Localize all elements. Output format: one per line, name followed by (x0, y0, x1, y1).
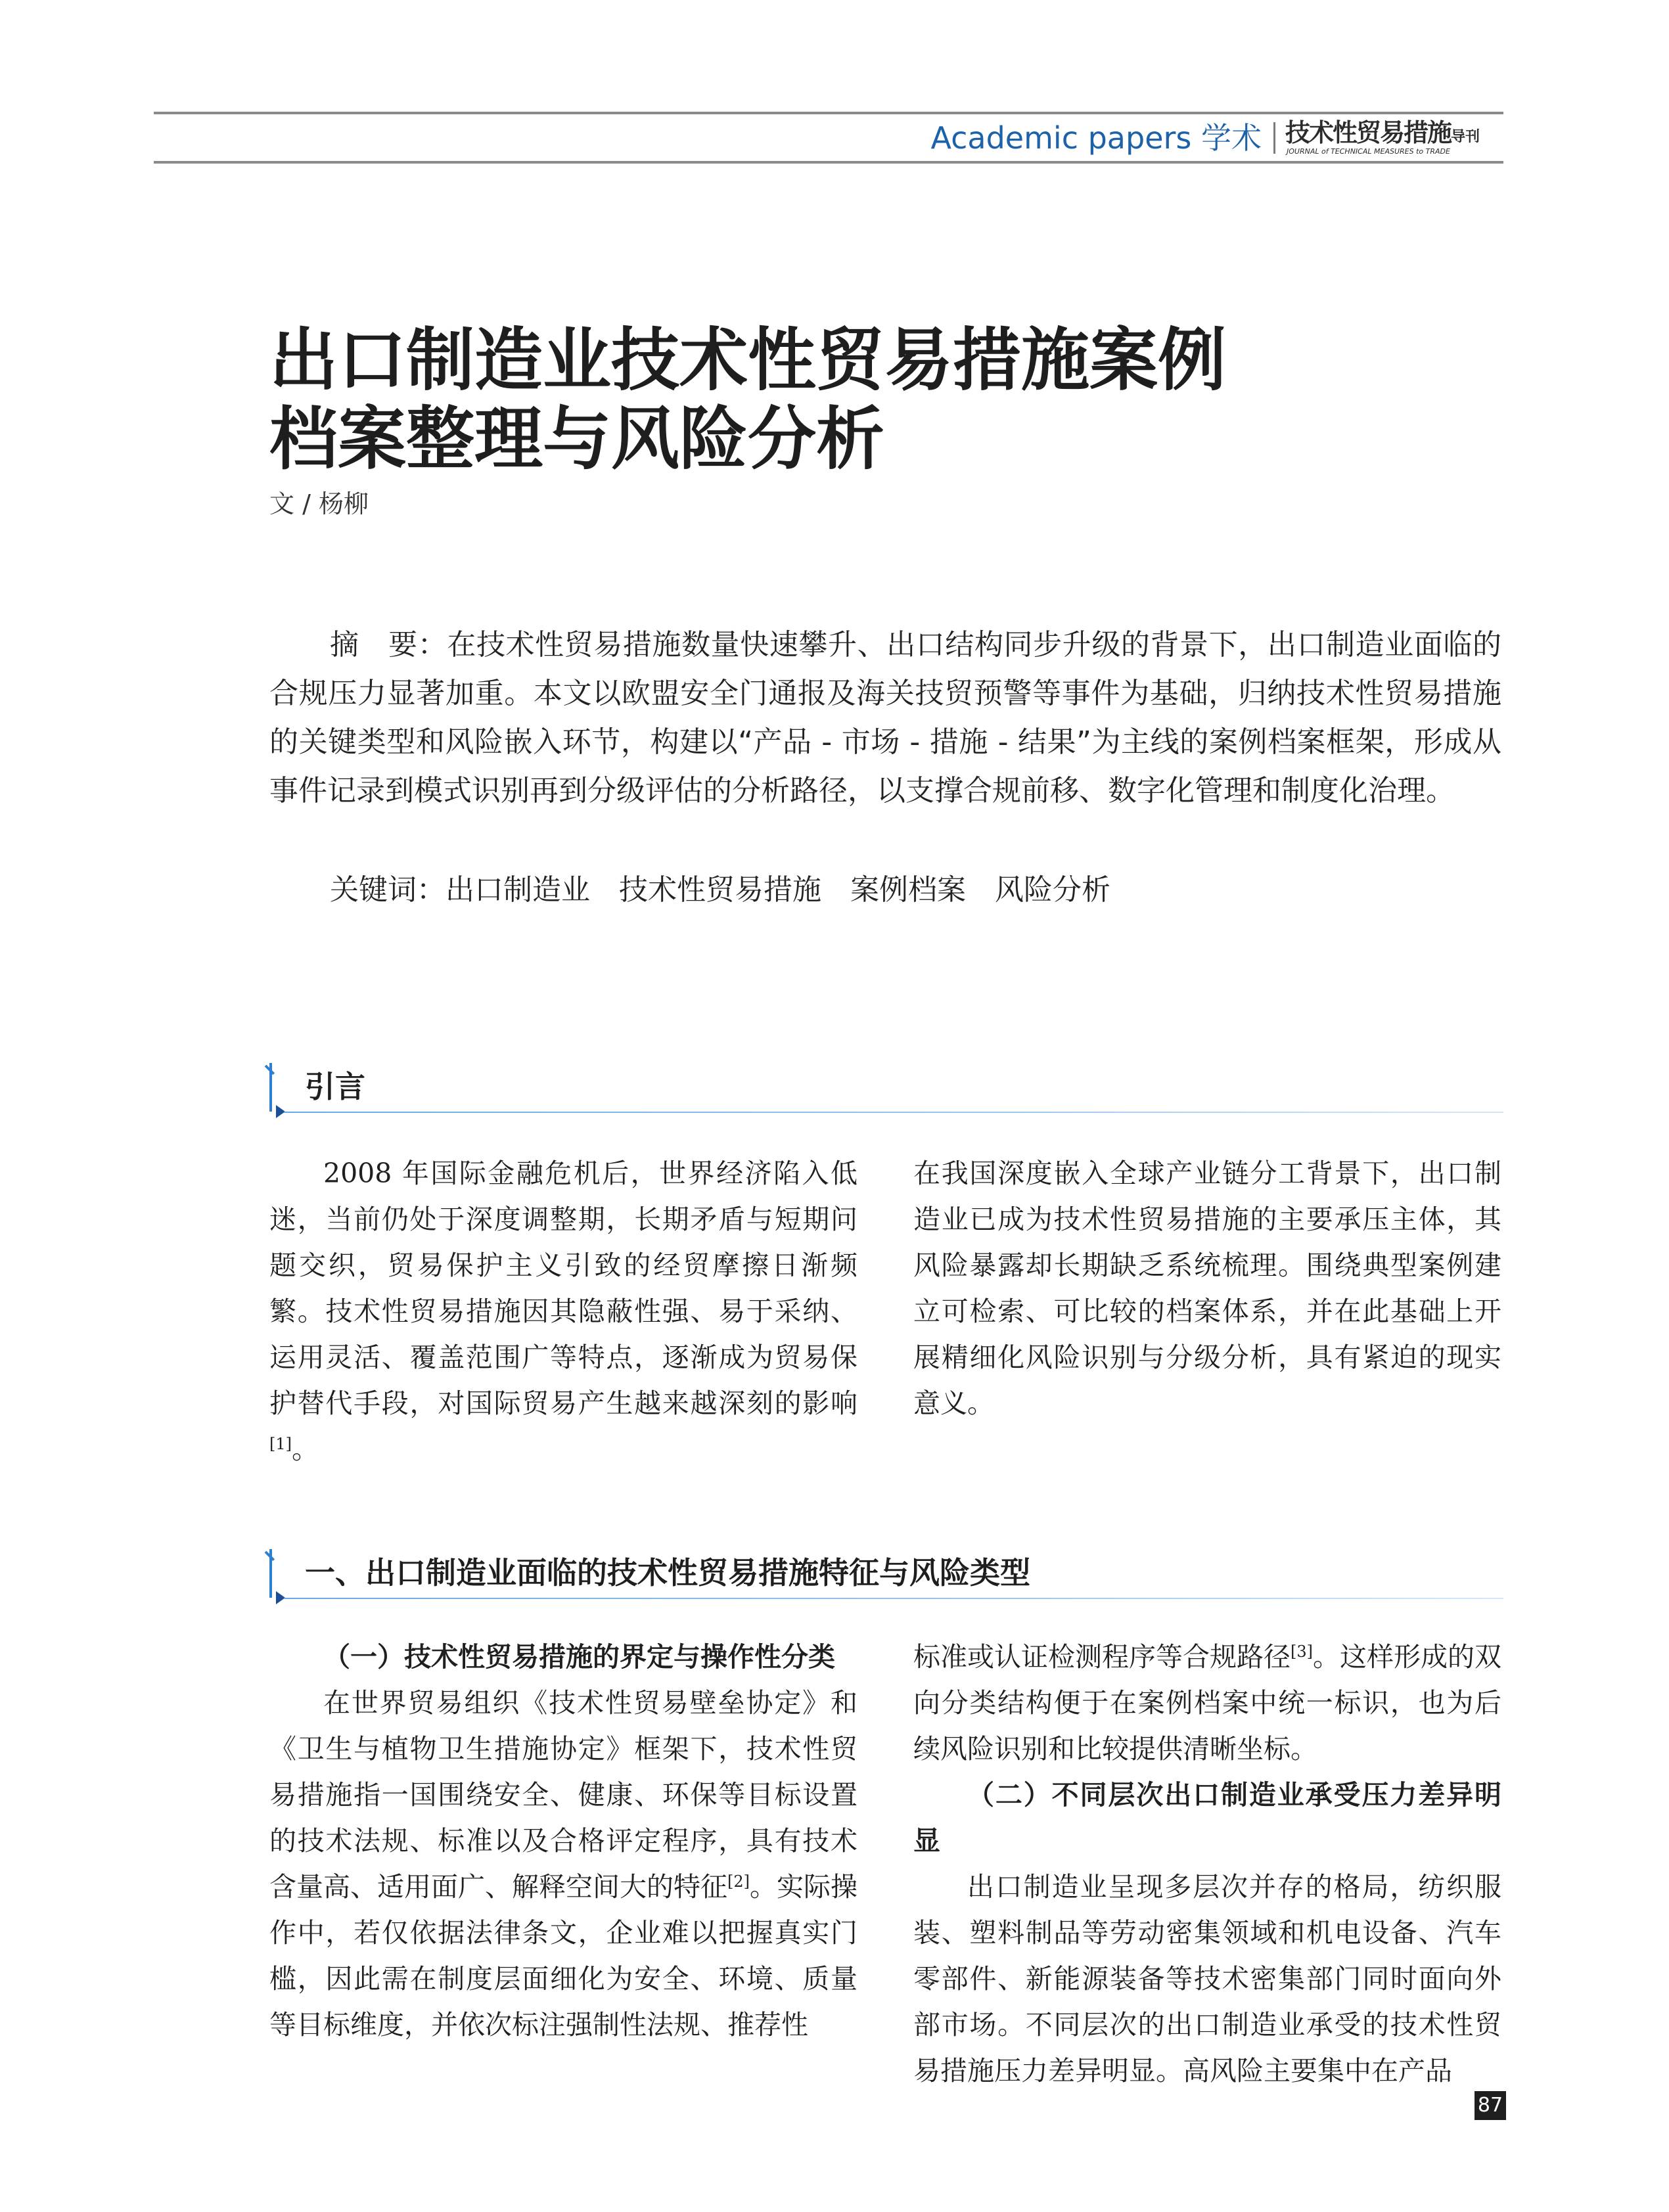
page-number: 87 (1475, 2091, 1506, 2120)
header-rule-top (154, 112, 1503, 114)
intro-left-column (269, 1150, 857, 1472)
subsection-title-1: （一）技术性贸易措施的界定与操作性分类 (323, 1641, 835, 1673)
section-heading-1 (263, 1544, 1511, 1610)
section-marker-icon (263, 1549, 289, 1604)
journal-logo (1285, 118, 1503, 158)
intro-paragraph-right: 在我国深度嵌入全球产业链分工背景下，出口制造业已成为技术性贸易措施的主要承压主体，其风险暴露却长期缺乏系统梳理。围绕典型案例建立可检索、可比较的档案体系，并在此基础上开展精细化风险识别与分级分析，具有紧迫的现实意义。 (913, 1158, 1501, 1419)
s1-left-column (269, 1634, 857, 2048)
author-byline: 文 / 杨柳 (269, 489, 369, 518)
header-rule-bottom (154, 161, 1503, 164)
s1-right-column (913, 1634, 1501, 2094)
journal-suffix: 导刊 (1451, 129, 1480, 145)
citation-ref: [1] (269, 1435, 292, 1453)
subsection-title-2: （二）不同层次出口制造业承受压力差异明显 (913, 1779, 1501, 1857)
s1-paragraph-continued: 标准或认证检测程序等合规路径[3]。这样形成的双向分类结构便于在案例档案中统一标识，也为后续风险识别和比较提供清晰坐标。 (913, 1641, 1501, 1765)
title-line-1: 出口制造业技术性贸易措施案例 (269, 320, 1227, 400)
section-title: 一、出口制造业面临的技术性贸易措施特征与风险类型 (305, 1555, 1030, 1591)
section-rule (284, 1112, 1503, 1113)
journal-english-name: JOURNAL of TECHNICAL MEASURES to TRADE (1287, 147, 1450, 156)
article-title (269, 321, 1518, 478)
s1-paragraph-2: 出口制造业呈现多层次并存的格局，纺织服装、塑料制品等劳动密集领域和机电设备、汽车零部件、新能源装备等技术密集部门同时面向外部市场。不同层次的出口制造业承受的技术性贸易措施压力差异明显。高风险主要集中在产品 (913, 1871, 1501, 2087)
section-label: Academic papers 学术 (930, 120, 1262, 156)
title-line-2: 档案整理与风险分析 (269, 399, 885, 479)
citation-ref: [2] (727, 1872, 750, 1891)
intro-paragraph-left: 2008 年国际金融危机后，世界经济陷入低迷，当前仍处于深度调整期，长期矛盾与短期问题交织，贸易保护主义引致的经贸摩擦日渐频繁。技术性贸易措施因其隐蔽性强、易于采纳、运用灵活、覆盖范围广等特点，逐渐成为贸易保护替代手段，对国际贸易产生越来越深刻的影响[1]。 (269, 1158, 857, 1465)
section-marker-icon (263, 1063, 289, 1118)
journal-name: 技术性贸易措施导刊 (1285, 118, 1480, 147)
section-title: 引言 (305, 1069, 365, 1104)
abstract: 摘 要：在技术性贸易措施数量快速攀升、出口结构同步升级的背景下，出口制造业面临的合规压力显著加重。本文以欧盟安全门通报及海关技贸预警等事件为基础，归纳技术性贸易措施的关键类型和风险嵌入环节，构建以“产品 - 市场 - 措施 - 结果”为主线的案例档案框架，形成从事件记录到模式识别再到分级评估的分析路径，以支撑合规前移、数字化管理和制度化治理。 (269, 628, 1501, 807)
s1-paragraph-1: 在世界贸易组织《技术性贸易壁垒协定》和《卫生与植物卫生措施协定》框架下，技术性贸易措施指一国围绕安全、健康、环保等目标设置的技术法规、标准以及合格评定程序，具有技术含量高、适用面广、解释空间大的特征[2]。实际操作中，若仅依据法律条文，企业难以把握真实门槛，因此需在制度层面细化为安全、环境、质量等目标维度，并依次标注强制性法规、推荐性 (269, 1687, 857, 2041)
section-heading-intro (263, 1058, 1511, 1123)
intro-right-column (913, 1150, 1501, 1426)
header-separator (1273, 122, 1275, 154)
section-rule (284, 1598, 1503, 1599)
citation-ref: [3] (1291, 1642, 1313, 1661)
keywords: 关键词：出口制造业 技术性贸易措施 案例档案 风险分析 (330, 873, 1110, 907)
